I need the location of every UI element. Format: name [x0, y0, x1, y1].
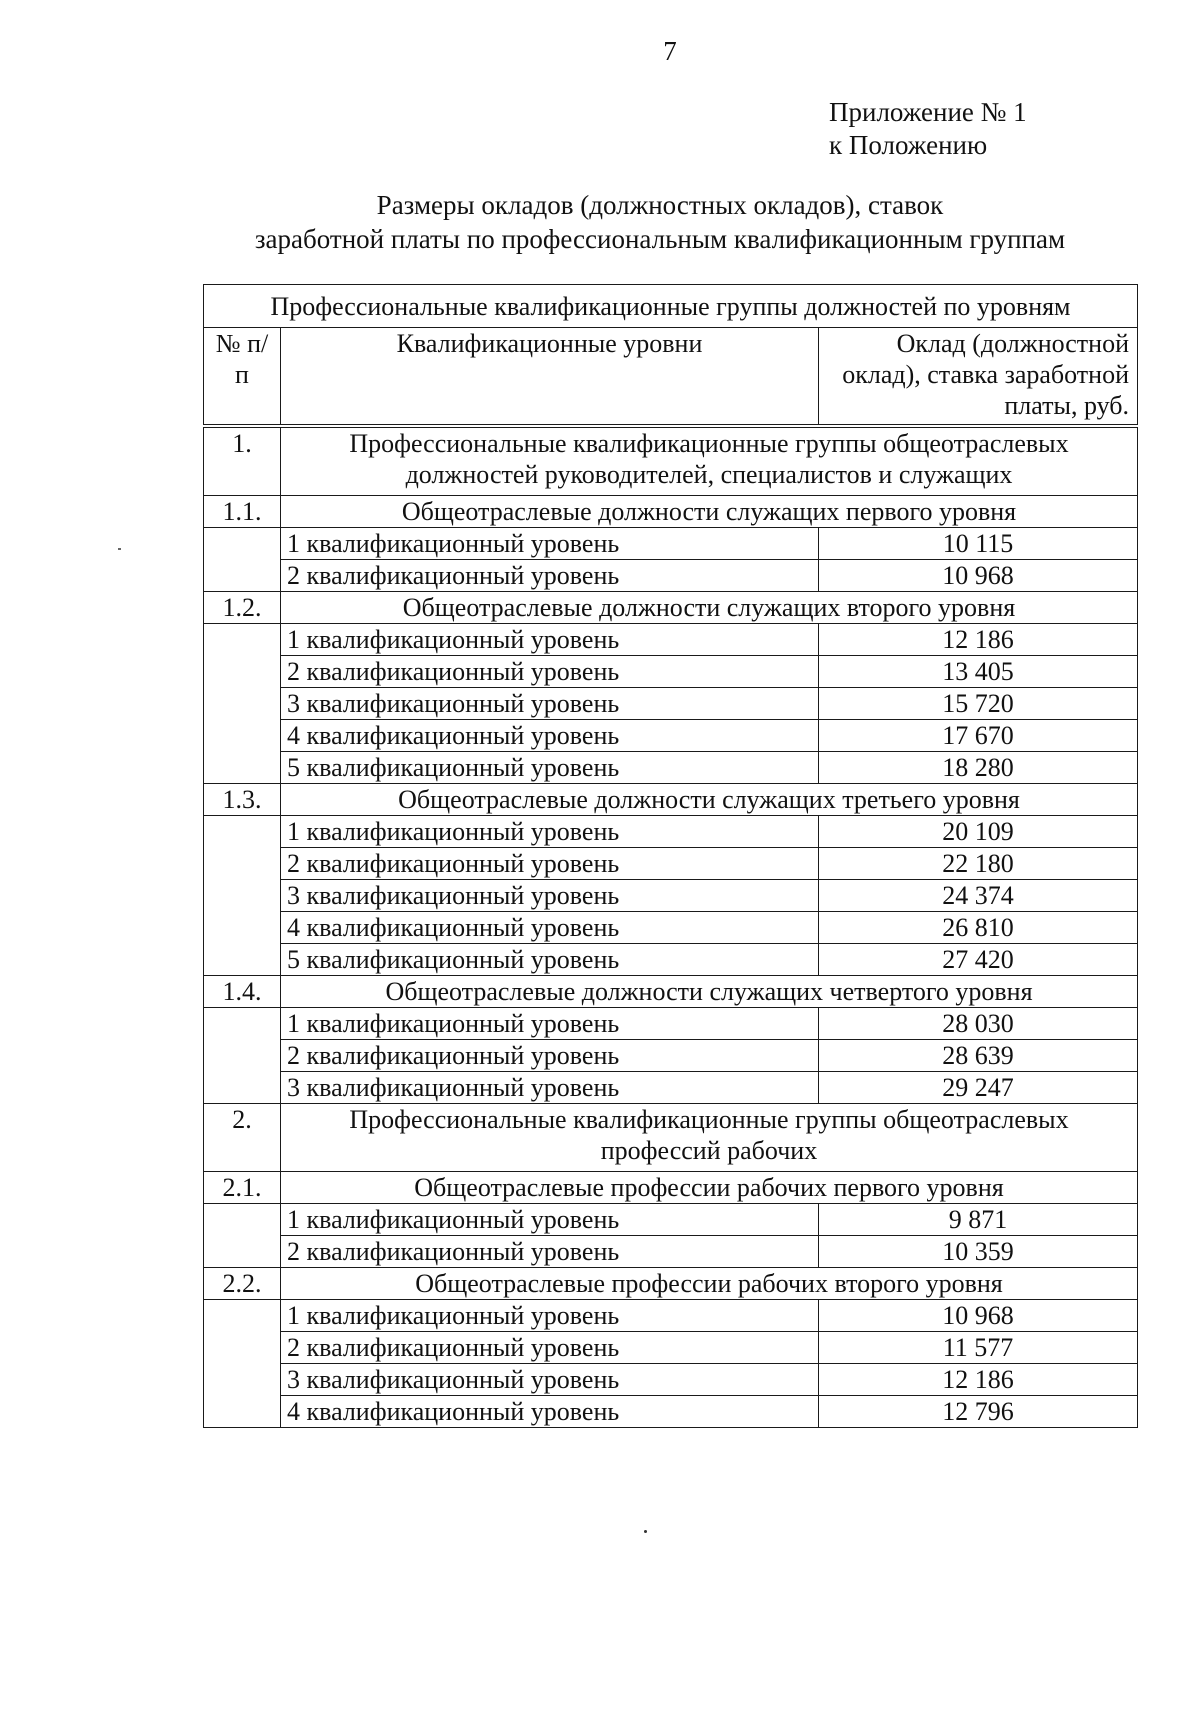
subgroup-row [204, 1172, 1138, 1204]
table-row [204, 1396, 1138, 1428]
empty-number-cell [204, 1072, 281, 1104]
table-row [204, 944, 1138, 976]
level-name: 2 квалификационный уровень [281, 1236, 819, 1268]
title-line-2: заработной платы по профессиональным квалификационным группам [254, 224, 1066, 254]
table-row [204, 752, 1138, 784]
table-row [204, 1332, 1138, 1364]
scan-speck [118, 548, 121, 550]
salary-value: 13 405 [819, 656, 1138, 688]
row-number: 1.4. [204, 976, 281, 1008]
level-name: 1 квалификационный уровень [281, 528, 819, 560]
level-name: 2 квалификационный уровень [281, 1332, 819, 1364]
table-row [204, 816, 1138, 848]
row-number: 2.1. [204, 1172, 281, 1204]
salary-value: 28 639 [819, 1040, 1138, 1072]
column-header-salary: Оклад (должностной оклад), ставка заработной платы, руб. [819, 328, 1138, 427]
row-number: 2.2. [204, 1268, 281, 1300]
empty-number-cell [204, 752, 281, 784]
salary-value: 9 871 [819, 1204, 1138, 1236]
scan-speck [644, 1530, 647, 1533]
subgroup-row [204, 496, 1138, 528]
empty-number-cell [204, 656, 281, 688]
salary-value: 10 115 [819, 528, 1138, 560]
empty-number-cell [204, 1204, 281, 1236]
level-name: 3 квалификационный уровень [281, 688, 819, 720]
empty-number-cell [204, 1008, 281, 1040]
empty-number-cell [204, 1300, 281, 1332]
group-row [204, 1104, 1138, 1172]
table-row [204, 1204, 1138, 1236]
subgroup-title: Общеотраслевые должности служащих четвертого уровня [281, 976, 1138, 1008]
group-title: Профессиональные квалификационные группы общеотраслевых должностей руководителей, специалистов и служащих [281, 426, 1138, 496]
salary-value: 12 186 [819, 1364, 1138, 1396]
subgroup-row [204, 592, 1138, 624]
empty-number-cell [204, 560, 281, 592]
empty-number-cell [204, 1040, 281, 1072]
table-column-header-row [204, 328, 1138, 427]
table-row [204, 1364, 1138, 1396]
table-row [204, 848, 1138, 880]
empty-number-cell [204, 912, 281, 944]
salary-value: 12 186 [819, 624, 1138, 656]
level-name: 4 квалификационный уровень [281, 912, 819, 944]
column-header-number: № п/п [204, 328, 281, 427]
subgroup-title: Общеотраслевые должности служащих первого уровня [281, 496, 1138, 528]
empty-number-cell [204, 528, 281, 560]
level-name: 2 квалификационный уровень [281, 1040, 819, 1072]
table-main-header: Профессиональные квалификационные группы должностей по уровням [204, 285, 1138, 328]
level-name: 5 квалификационный уровень [281, 752, 819, 784]
document-title [60, 188, 1200, 256]
salary-value: 20 109 [819, 816, 1138, 848]
table-row [204, 880, 1138, 912]
level-name: 1 квалификационный уровень [281, 624, 819, 656]
column-header-level: Квалификационные уровни [281, 328, 819, 427]
salary-value: 12 796 [819, 1396, 1138, 1428]
salary-value: 29 247 [819, 1072, 1138, 1104]
appendix-line-1: Приложение № 1 [829, 97, 1027, 127]
level-name: 4 квалификационный уровень [281, 1396, 819, 1428]
level-name: 5 квалификационный уровень [281, 944, 819, 976]
empty-number-cell [204, 816, 281, 848]
salary-value: 22 180 [819, 848, 1138, 880]
table-row [204, 1300, 1138, 1332]
row-number: 1.3. [204, 784, 281, 816]
salary-value: 24 374 [819, 880, 1138, 912]
row-number: 1.1. [204, 496, 281, 528]
level-name: 3 квалификационный уровень [281, 880, 819, 912]
table-row [204, 624, 1138, 656]
empty-number-cell [204, 944, 281, 976]
row-number: 1. [204, 426, 281, 496]
level-name: 2 квалификационный уровень [281, 848, 819, 880]
salary-value: 15 720 [819, 688, 1138, 720]
page-number: 7 [663, 36, 677, 66]
empty-number-cell [204, 624, 281, 656]
level-name: 1 квалификационный уровень [281, 1008, 819, 1040]
subgroup-row [204, 976, 1138, 1008]
table-row [204, 1072, 1138, 1104]
level-name: 1 квалификационный уровень [281, 816, 819, 848]
level-name: 3 квалификационный уровень [281, 1072, 819, 1104]
level-name: 3 квалификационный уровень [281, 1364, 819, 1396]
subgroup-title: Общеотраслевые профессии рабочих первого уровня [281, 1172, 1138, 1204]
salary-value: 18 280 [819, 752, 1138, 784]
group-title: Профессиональные квалификационные группы общеотраслевых профессий рабочих [281, 1104, 1138, 1172]
empty-number-cell [204, 1364, 281, 1396]
empty-number-cell [204, 1236, 281, 1268]
table-row [204, 688, 1138, 720]
table-main-header-row [204, 285, 1138, 328]
subgroup-title: Общеотраслевые должности служащих третьего уровня [281, 784, 1138, 816]
empty-number-cell [204, 880, 281, 912]
table-row [204, 560, 1138, 592]
salary-table-wrapper [203, 284, 1137, 1428]
empty-number-cell [204, 1332, 281, 1364]
level-name: 4 квалификационный уровень [281, 720, 819, 752]
salary-value: 10 968 [819, 560, 1138, 592]
salary-value: 27 420 [819, 944, 1138, 976]
appendix-line-2: к Положению [829, 130, 988, 160]
subgroup-title: Общеотраслевые профессии рабочих второго уровня [281, 1268, 1138, 1300]
salary-value: 17 670 [819, 720, 1138, 752]
subgroup-title: Общеотраслевые должности служащих второго уровня [281, 592, 1138, 624]
table-body [204, 426, 1138, 1428]
table-row [204, 1008, 1138, 1040]
salary-value: 26 810 [819, 912, 1138, 944]
empty-number-cell [204, 1396, 281, 1428]
table-row [204, 1040, 1138, 1072]
table-row [204, 720, 1138, 752]
salary-value: 11 577 [819, 1332, 1138, 1364]
level-name: 2 квалификационный уровень [281, 656, 819, 688]
salary-value: 10 359 [819, 1236, 1138, 1268]
group-row [204, 426, 1138, 496]
empty-number-cell [204, 720, 281, 752]
salary-value: 10 968 [819, 1300, 1138, 1332]
table-row [204, 1236, 1138, 1268]
title-line-1: Размеры окладов (должностных окладов), ставок [376, 190, 944, 220]
table-row [204, 528, 1138, 560]
appendix-note [829, 96, 1027, 162]
table-row [204, 912, 1138, 944]
table-row [204, 656, 1138, 688]
subgroup-row [204, 784, 1138, 816]
level-name: 1 квалификационный уровень [281, 1300, 819, 1332]
empty-number-cell [204, 688, 281, 720]
salary-value: 28 030 [819, 1008, 1138, 1040]
row-number: 2. [204, 1104, 281, 1172]
empty-number-cell [204, 848, 281, 880]
subgroup-row [204, 1268, 1138, 1300]
salary-table [203, 284, 1138, 1428]
level-name: 1 квалификационный уровень [281, 1204, 819, 1236]
level-name: 2 квалификационный уровень [281, 560, 819, 592]
row-number: 1.2. [204, 592, 281, 624]
